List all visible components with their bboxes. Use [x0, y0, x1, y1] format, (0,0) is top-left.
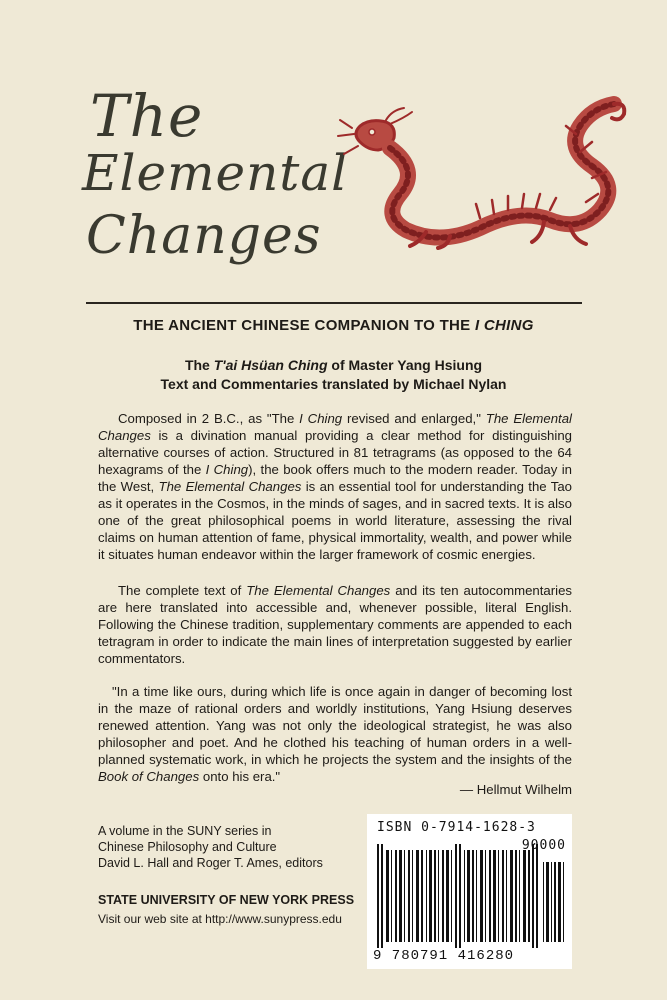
publisher-name: STATE UNIVERSITY OF NEW YORK PRESS — [98, 893, 355, 907]
ean-number: 9 780791 416280 — [373, 948, 515, 964]
series-line-1: A volume in the SUNY series in — [98, 824, 272, 838]
para1-h: The Elemental Changes — [158, 479, 302, 494]
isbn-text: ISBN 0-7914-1628-3 — [377, 820, 536, 835]
byline-work: T'ai Hsüan Ching — [213, 357, 328, 373]
title-line-2: Elemental — [82, 144, 349, 202]
series-info — [98, 823, 378, 871]
description-paragraph-2 — [98, 582, 572, 667]
para1-i: is an essential tool for understanding the Tao as it operates in the Cosmos, in the minds of sages, and in sacred texts. It is also one of the great philosophical poems in world literature, assessing the rival claims on human attention of fame, physical immortality, wealth, and power while it situates human endeavor within the larger framework of cosmic energies. — [98, 479, 573, 562]
para1-e: is a divination manual providing a clear method for distinguishing alternative courses of action. Structured in 81 tetragrams (as opposed to the 64 hexagrams of the — [98, 428, 572, 477]
byline-line-1 — [0, 356, 667, 375]
para2-a: The complete text of — [118, 583, 242, 598]
description-paragraph-1 — [98, 410, 572, 563]
subtitle-emph: I CHING — [474, 317, 534, 334]
para1-d: The Elemental Changes — [98, 411, 572, 443]
quote-a: "In a time like ours, during which life is once again in danger of becoming lost in the maze of rational orders and worldly institutions, Yang Hsiung deserves renewed attention. Yang was not only the ideological strategist, he was also philosopher and poet. And he clothed his teaching of human orders in a well-planned systematic work, in which he projects the system and the insights of the — [98, 684, 572, 767]
review-quote — [98, 683, 572, 785]
title-line-1: The — [90, 82, 204, 150]
quote-attribution: — Hellmut Wilhelm — [459, 782, 572, 797]
isbn-barcode — [367, 814, 572, 969]
byline-post: of Master Yang Hsiung — [331, 357, 483, 373]
para1-b: I Ching — [299, 411, 343, 426]
para1-c: revised and enlarged," — [347, 411, 481, 426]
series-line-2: Chinese Philosophy and Culture — [98, 840, 277, 854]
quote-b: Book of Changes — [98, 769, 200, 784]
subtitle — [0, 317, 667, 334]
quote-c: onto his era." — [202, 769, 281, 784]
para1-f: I Ching — [205, 462, 249, 477]
book-title — [82, 82, 349, 282]
para2-c: and its ten autocommentaries are here translated into accessible and, whenever possible, literal English. Following the Chinese tradition, supplementary comments are appended to each tetragram in order to indicate the main lines of interpretation suggested by earlier commentators. — [98, 583, 573, 666]
divider-rule — [86, 302, 582, 304]
byline-pre: The — [184, 357, 210, 373]
barcode-bars — [375, 840, 565, 948]
byline — [0, 356, 667, 394]
byline-line-2: Text and Commentaries translated by Michael Nylan — [160, 376, 507, 392]
para1-g: ), the book offers much to the modern reader. Today in the West, — [98, 462, 572, 494]
publisher-website: Visit our web site at http://www.sunypress.edu — [98, 912, 342, 926]
para1-a: Composed in 2 B.C., as "The — [118, 411, 295, 426]
title-line-3: Changes — [86, 206, 322, 266]
series-line-3: David L. Hall and Roger T. Ames, editors — [98, 856, 323, 870]
subtitle-main: THE ANCIENT CHINESE COMPANION TO THE — [133, 317, 471, 334]
dragon-illustration — [330, 90, 630, 250]
price-code: 90000 — [521, 838, 566, 853]
para2-b: The Elemental Changes — [246, 583, 391, 598]
